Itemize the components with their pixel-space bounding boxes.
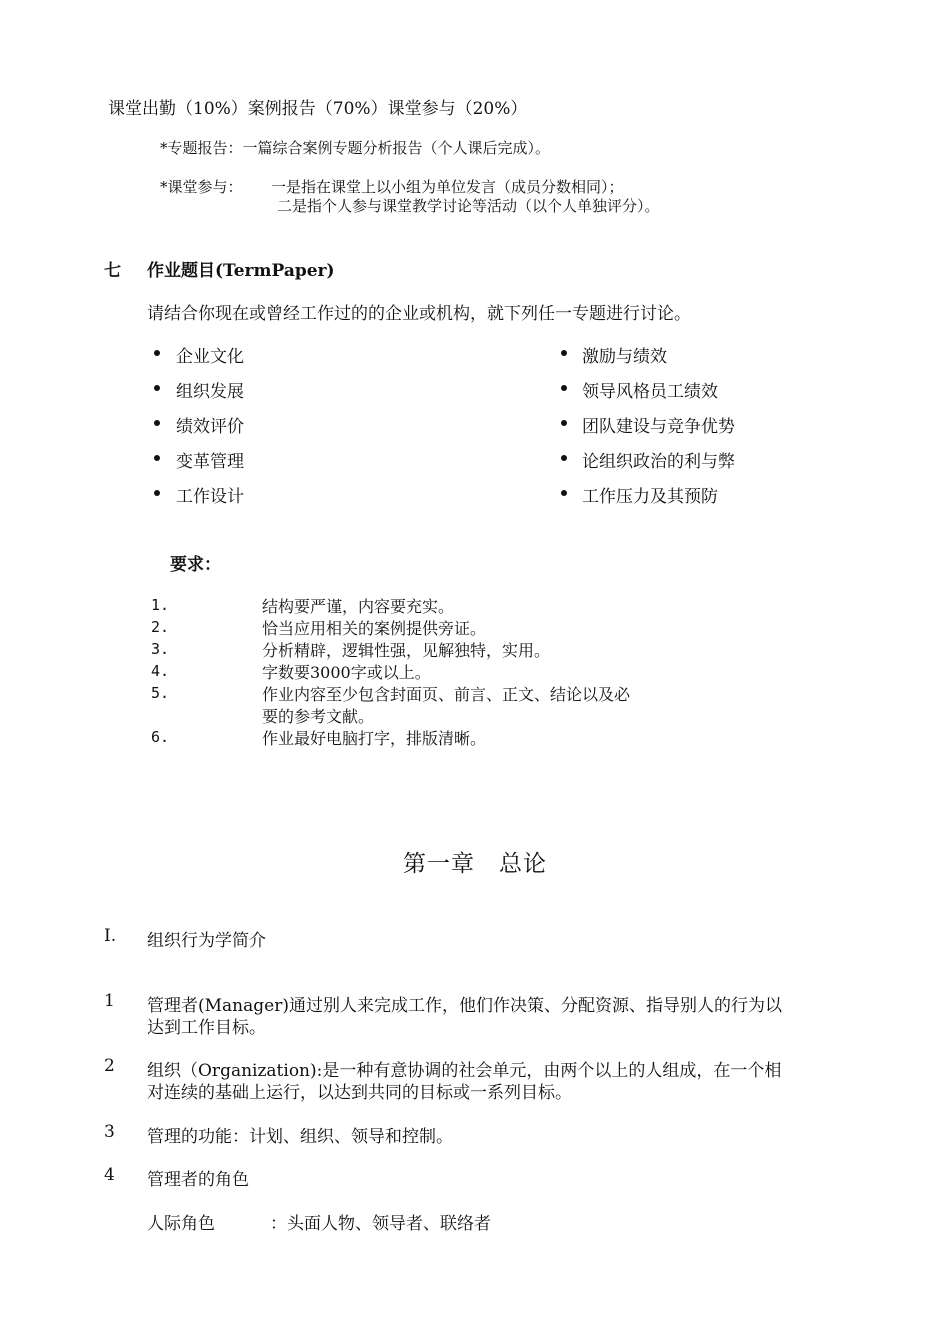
chapter-section-number: I. [104, 926, 117, 946]
bullet-icon [561, 350, 567, 356]
bullet-icon [561, 420, 567, 426]
item-text-continued: 达到工作目标。 [147, 1018, 266, 1038]
topic-label: 领导风格员工绩效 [582, 382, 718, 402]
bullet-icon [561, 455, 567, 461]
topic-label: 组织发展 [176, 382, 244, 402]
requirement-text: 结构要严谨，内容要充实。 [262, 597, 455, 616]
participation-label: *课堂参与： [160, 178, 243, 196]
item-text: 管理者(Manager)通过别人来完成工作，他们作决策、分配资源、指导别人的行为以 [147, 996, 782, 1016]
item-text: 管理者的角色 [147, 1170, 249, 1190]
role-value: ：头面人物、领导者、联络者 [270, 1214, 491, 1234]
section-number: 七 [104, 261, 121, 281]
requirement-text-continued: 要的参考文献。 [262, 707, 375, 726]
item-text-continued: 对连续的基础上运行，以达到共同的目标或一系列目标。 [147, 1083, 572, 1103]
bullet-icon [561, 385, 567, 391]
bullet-icon [154, 490, 160, 496]
requirement-text: 字数要3000字或以上。 [262, 663, 431, 682]
chapter-title: 第一章 总论 [403, 851, 547, 877]
requirement-number: 3. [151, 640, 170, 658]
bullet-icon [154, 455, 160, 461]
topic-label: 企业文化 [176, 347, 244, 367]
requirement-number: 5. [151, 684, 170, 702]
topic-label: 工作设计 [176, 487, 244, 507]
item-number: 4 [104, 1165, 115, 1185]
requirements-title: 要求： [170, 555, 221, 575]
bullet-icon [154, 385, 160, 391]
requirement-number: 1. [151, 596, 170, 614]
requirement-number: 4. [151, 662, 170, 680]
item-number: 3 [104, 1122, 115, 1142]
participation-line-1: 一是指在课堂上以小组为单位发言（成员分数相同）； [271, 178, 624, 196]
topic-label: 激励与绩效 [582, 347, 667, 367]
grading-line: 课堂出勤（10%）案例报告（70%）课堂参与（20%） [108, 99, 528, 119]
report-note: *专题报告：一篇综合案例专题分析报告（个人课后完成）。 [160, 139, 551, 157]
topic-label: 工作压力及其预防 [582, 487, 718, 507]
section-intro: 请结合你现在或曾经工作过的的企业或机构，就下列任一专题进行讨论。 [147, 304, 691, 324]
item-text: 管理的功能：计划、组织、领导和控制。 [147, 1127, 453, 1147]
requirement-text: 恰当应用相关的案例提供旁证。 [262, 619, 487, 638]
role-label: 人际角色 [147, 1214, 215, 1234]
item-number: 2 [104, 1056, 115, 1076]
requirement-text: 分析精辟，逻辑性强，见解独特，实用。 [262, 641, 551, 660]
section-title: 作业题目(TermPaper) [147, 261, 335, 281]
requirement-text: 作业最好电脑打字，排版清晰。 [262, 729, 487, 748]
requirement-number: 6. [151, 728, 170, 746]
item-text: 组织（Organization):是一种有意协调的社会单元，由两个以上的人组成，在一个相 [147, 1061, 782, 1081]
participation-line-2: 二是指个人参与课堂教学讨论等活动（以个人单独评分）。 [277, 197, 660, 215]
requirement-number: 2. [151, 618, 170, 636]
bullet-icon [154, 420, 160, 426]
topic-label: 团队建设与竞争优势 [582, 417, 735, 437]
requirement-text: 作业内容至少包含封面页、前言、正文、结论以及必 [262, 685, 631, 704]
item-number: 1 [104, 991, 115, 1011]
topic-label: 变革管理 [176, 452, 244, 472]
bullet-icon [561, 490, 567, 496]
bullet-icon [154, 350, 160, 356]
topic-label: 绩效评价 [176, 417, 244, 437]
topic-label: 论组织政治的利与弊 [582, 452, 735, 472]
chapter-section-title: 组织行为学简介 [147, 931, 266, 951]
